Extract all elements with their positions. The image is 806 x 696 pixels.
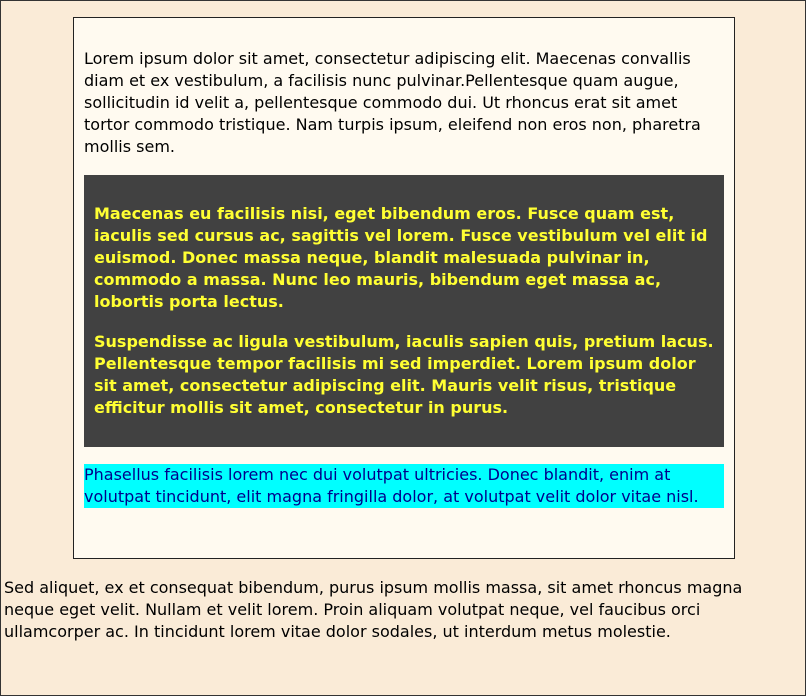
highlighted-paragraph: Phasellus facilisis lorem nec dui volutpat ultricies. Donec blandit, enim at volutpat tincidunt, elit magna fringilla dolor, at volutpat velit dolor vitae nisl.: [84, 464, 724, 508]
content-box: [73, 17, 735, 559]
outer-paragraph: Sed aliquet, ex et consequat bibendum, purus ipsum mollis massa, sit amet rhoncus magna neque eget velit. Nullam et velit lorem. Proin aliquam volutpat neque, vel faucibus orci ullamcorper ac. In tincidunt lorem vitae dolor sodales, ut interdum metus molestie.: [4, 578, 743, 641]
dark-panel: [84, 175, 724, 447]
dark-panel-paragraph-2: Suspendisse ac ligula vestibulum, iaculis sapien quis, pretium lacus. Pellentesque tempor facilisis mi sed imperdiet. Lorem ipsum dolor sit amet, consectetur adipiscing elit. Mauris velit risus, tristique efficitur mollis sit amet, consectetur in purus.: [94, 332, 714, 417]
dark-panel-paragraph-1: Maecenas eu facilisis nisi, eget bibendum eros. Fusce quam est, iaculis sed cursus ac, sagittis vel lorem. Fusce vestibulum vel elit id euismod. Donec massa neque, blandit malesuada pulvinar in, commodo a massa. Nunc leo mauris, bibendum eget massa ac, lobortis porta lectus.: [94, 204, 708, 311]
intro-paragraph: Lorem ipsum dolor sit amet, consectetur adipiscing elit. Maecenas convallis diam et ex vestibulum, a facilisis nunc pulvinar.Pellentesque quam augue, sollicitudin id velit a, pellentesque commodo dui. Ut rhoncus erat sit amet tortor commodo tristique. Nam turpis ipsum, eleifend non eros non, pharetra mollis sem.: [84, 49, 701, 156]
